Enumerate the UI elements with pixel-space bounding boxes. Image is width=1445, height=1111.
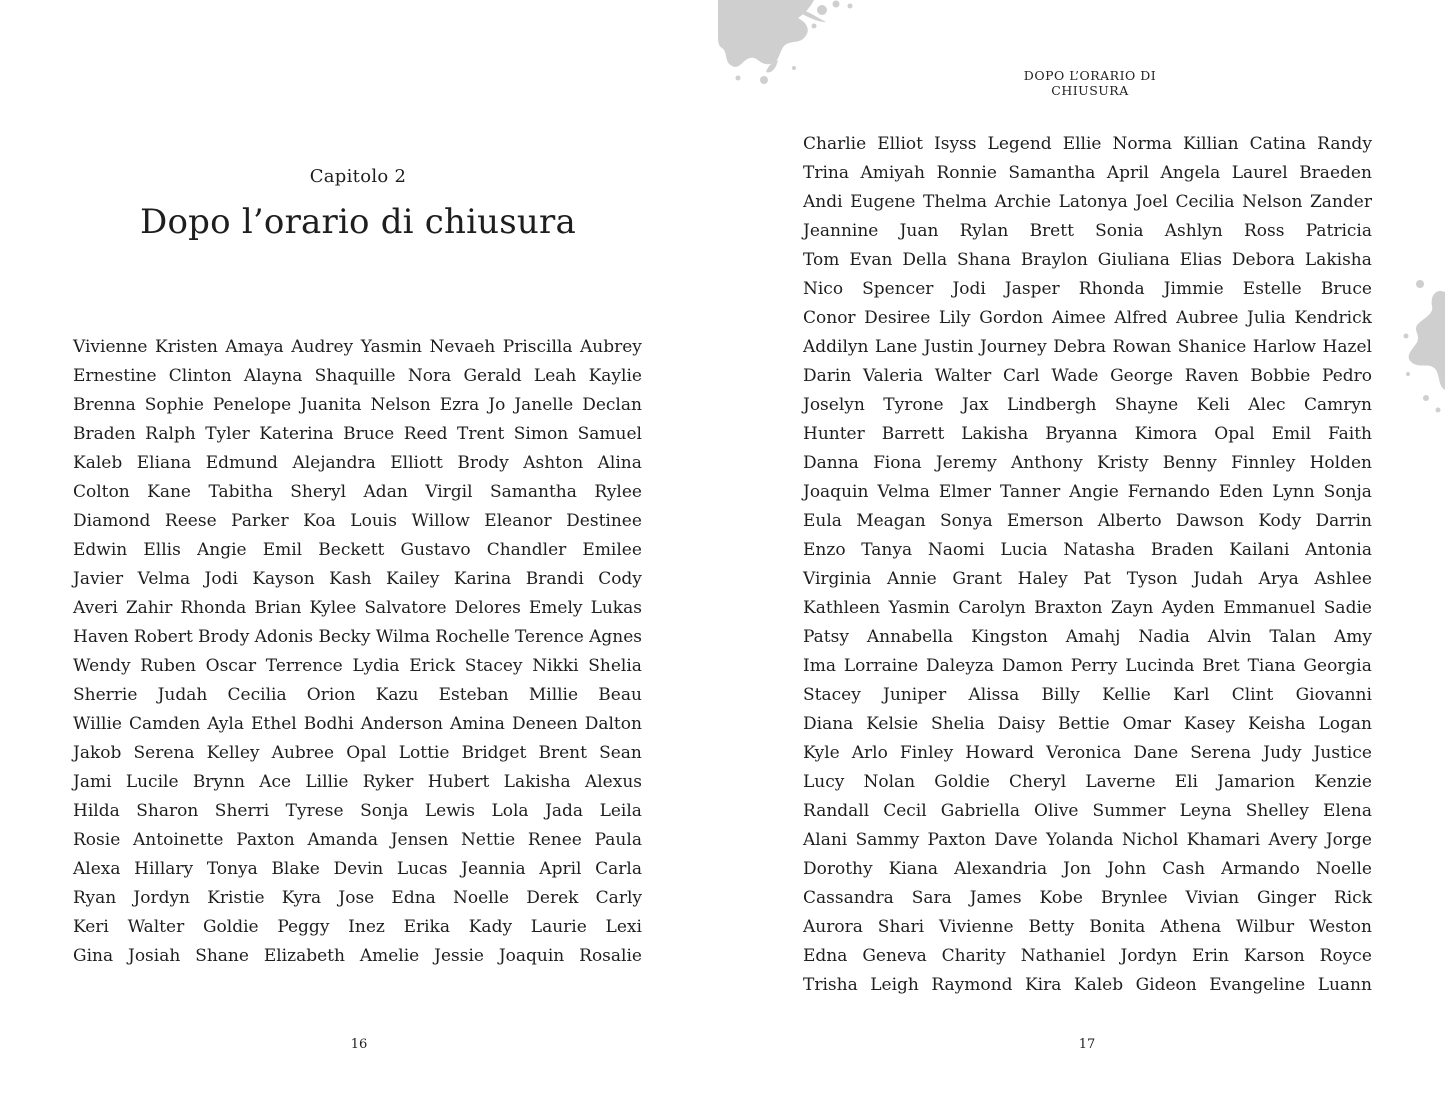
- text-line: Alani Sammy Paxton Dave Yolanda Nichol Khamari Avery Jorge: [803, 830, 1372, 850]
- text-line: Tom Evan Della Shana Braylon Giuliana Elias Debora Lakisha: [803, 250, 1372, 270]
- text-line: Willie Camden Ayla Ethel Bodhi Anderson Amina Deneen Dalton: [73, 714, 642, 734]
- text-line: Lucy Nolan Goldie Cheryl Laverne Eli Jamarion Kenzie: [803, 772, 1372, 792]
- text-line: Cassandra Sara James Kobe Brynlee Vivian Ginger Rick: [803, 888, 1372, 908]
- text-line: Edwin Ellis Angie Emil Beckett Gustavo Chandler Emilee: [73, 540, 642, 560]
- text-line: Stacey Juniper Alissa Billy Kellie Karl Clint Giovanni: [803, 685, 1372, 705]
- text-line: Eula Meagan Sonya Emerson Alberto Dawson Kody Darrin: [803, 511, 1372, 531]
- text-line: Joaquin Velma Elmer Tanner Angie Fernando Eden Lynn Sonja: [803, 482, 1372, 502]
- text-line: Patsy Annabella Kingston Amahj Nadia Alvin Talan Amy: [803, 627, 1372, 647]
- text-line: Aurora Shari Vivienne Betty Bonita Athena Wilbur Weston: [803, 917, 1372, 937]
- text-line: Braden Ralph Tyler Katerina Bruce Reed Trent Simon Samuel: [73, 424, 642, 444]
- running-head: DOPO L’ORARIO DI CHIUSURA: [1023, 68, 1157, 98]
- right-body-text: [803, 130, 1372, 1000]
- text-line: Sherrie Judah Cecilia Orion Kazu Esteban Millie Beau: [73, 685, 642, 705]
- text-line: Vivienne Kristen Amaya Audrey Yasmin Nevaeh Priscilla Aubrey: [73, 337, 642, 357]
- left-body-text: [73, 333, 642, 971]
- text-line: Hunter Barrett Lakisha Bryanna Kimora Opal Emil Faith: [803, 424, 1372, 444]
- text-line: Trina Amiyah Ronnie Samantha April Angela Laurel Braeden: [803, 163, 1372, 183]
- left-page: [0, 0, 722, 1111]
- text-line: Enzo Tanya Naomi Lucia Natasha Braden Kailani Antonia: [803, 540, 1372, 560]
- text-line: Kyle Arlo Finley Howard Veronica Dane Serena Judy Justice: [803, 743, 1372, 763]
- text-line: Randall Cecil Gabriella Olive Summer Leyna Shelley Elena: [803, 801, 1372, 821]
- chapter-label: Capitolo 2: [309, 166, 407, 187]
- text-line: Kaleb Eliana Edmund Alejandra Elliott Brody Ashton Alina: [73, 453, 642, 473]
- text-line: Rosie Antoinette Paxton Amanda Jensen Nettie Renee Paula: [73, 830, 642, 850]
- right-page: [722, 0, 1445, 1111]
- page-number-left: 16: [350, 1037, 368, 1052]
- text-line: Diana Kelsie Shelia Daisy Bettie Omar Kasey Keisha Logan: [803, 714, 1372, 734]
- text-line: Andi Eugene Thelma Archie Latonya Joel Cecilia Nelson Zander: [803, 192, 1372, 212]
- text-line: Ima Lorraine Daleyza Damon Perry Lucinda Bret Tiana Georgia: [803, 656, 1372, 676]
- ink-splash-edge-decoration: [1382, 270, 1445, 420]
- text-line: Kathleen Yasmin Carolyn Braxton Zayn Ayden Emmanuel Sadie: [803, 598, 1372, 618]
- page-number-right: 17: [1078, 1037, 1096, 1052]
- text-line: Javier Velma Jodi Kayson Kash Kailey Karina Brandi Cody: [73, 569, 642, 589]
- text-line: Jeannine Juan Rylan Brett Sonia Ashlyn Ross Patricia: [803, 221, 1372, 241]
- text-line: Conor Desiree Lily Gordon Aimee Alfred Aubree Julia Kendrick: [803, 308, 1372, 328]
- text-line: Colton Kane Tabitha Sheryl Adan Virgil Samantha Rylee: [73, 482, 642, 502]
- text-line: Averi Zahir Rhonda Brian Kylee Salvatore Delores Emely Lukas: [73, 598, 642, 618]
- text-line: Edna Geneva Charity Nathaniel Jordyn Erin Karson Royce: [803, 946, 1372, 966]
- text-line: Danna Fiona Jeremy Anthony Kristy Benny Finnley Holden: [803, 453, 1372, 473]
- text-line: Darin Valeria Walter Carl Wade George Raven Bobbie Pedro: [803, 366, 1372, 386]
- text-line: Gina Josiah Shane Elizabeth Amelie Jessie Joaquin Rosalie: [73, 946, 642, 966]
- text-line: Joselyn Tyrone Jax Lindbergh Shayne Keli Alec Camryn: [803, 395, 1372, 415]
- text-line: Jakob Serena Kelley Aubree Opal Lottie Bridget Brent Sean: [73, 743, 642, 763]
- text-line: Dorothy Kiana Alexandria Jon John Cash Armando Noelle: [803, 859, 1372, 879]
- text-line: Trisha Leigh Raymond Kira Kaleb Gideon Evangeline Luann: [803, 975, 1372, 995]
- text-line: Alexa Hillary Tonya Blake Devin Lucas Jeannia April Carla: [73, 859, 642, 879]
- text-line: Jami Lucile Brynn Ace Lillie Ryker Hubert Lakisha Alexus: [73, 772, 642, 792]
- text-line: Wendy Ruben Oscar Terrence Lydia Erick Stacey Nikki Shelia: [73, 656, 642, 676]
- chapter-title: Dopo l’orario di chiusura: [140, 202, 576, 242]
- text-line: Brenna Sophie Penelope Juanita Nelson Ezra Jo Janelle Declan: [73, 395, 642, 415]
- text-line: Hilda Sharon Sherri Tyrese Sonja Lewis Lola Jada Leila: [73, 801, 642, 821]
- text-line: Virginia Annie Grant Haley Pat Tyson Judah Arya Ashlee: [803, 569, 1372, 589]
- text-line: Nico Spencer Jodi Jasper Rhonda Jimmie Estelle Bruce: [803, 279, 1372, 299]
- text-line: Haven Robert Brody Adonis Becky Wilma Rochelle Terence Agnes: [73, 627, 642, 647]
- text-line: Keri Walter Goldie Peggy Inez Erika Kady Laurie Lexi: [73, 917, 642, 937]
- ink-splash-top-decoration: [718, 0, 860, 95]
- text-line: Charlie Elliot Isyss Legend Ellie Norma Killian Catina Randy: [803, 134, 1372, 154]
- text-line: Ryan Jordyn Kristie Kyra Jose Edna Noelle Derek Carly: [73, 888, 642, 908]
- text-line: Addilyn Lane Justin Journey Debra Rowan Shanice Harlow Hazel: [803, 337, 1372, 357]
- text-line: Ernestine Clinton Alayna Shaquille Nora Gerald Leah Kaylie: [73, 366, 642, 386]
- text-line: Diamond Reese Parker Koa Louis Willow Eleanor Destinee: [73, 511, 642, 531]
